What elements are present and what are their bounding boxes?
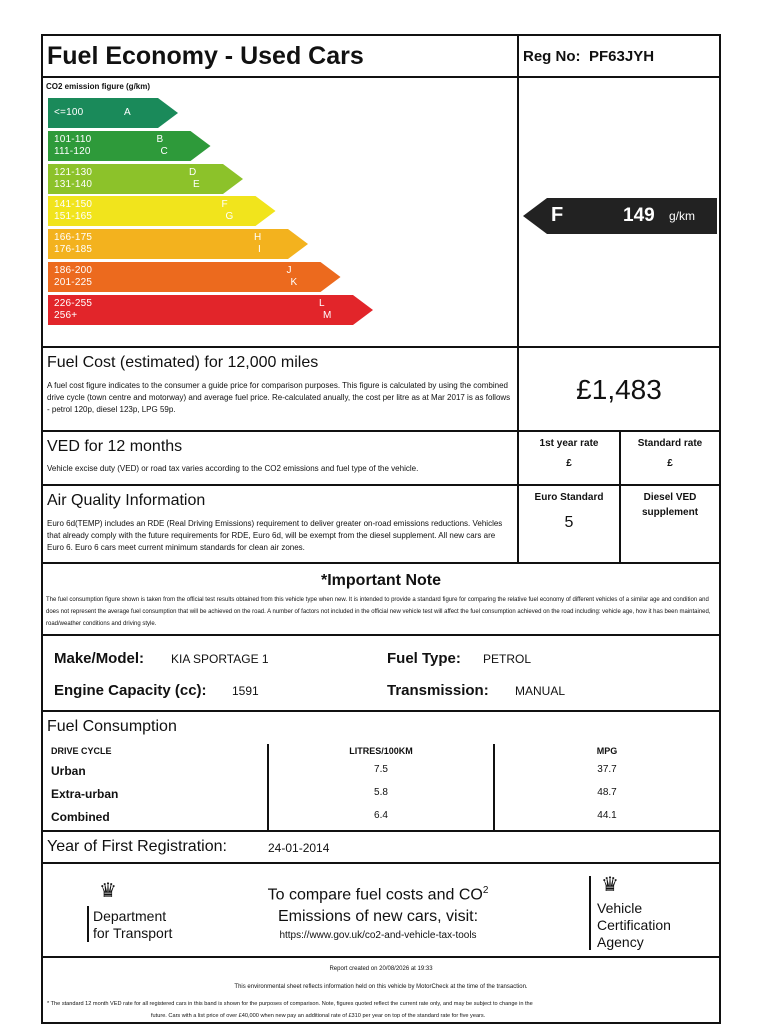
fuel-cost-heading: Fuel Cost (estimated) for 12,000 miles: [47, 354, 319, 371]
important-note-box: [41, 562, 721, 636]
diesel-supplement-box: [619, 484, 721, 564]
euro-standard-label: Euro Standard: [534, 492, 604, 503]
co2-band-range: 176-185: [54, 244, 93, 256]
ved-first-year-value: £: [566, 458, 572, 469]
co2-band-letter: C: [160, 145, 168, 157]
co2-band-letter: B: [156, 133, 164, 145]
co2-band: [48, 262, 341, 292]
co2-band-range: 226-255: [54, 297, 93, 309]
royal-crest-icon: ♛: [601, 874, 619, 896]
mpg-cell: 48.7: [597, 787, 617, 798]
co2-band-letter: G: [225, 211, 234, 223]
ved-box: [41, 430, 519, 486]
co2-band-letter: A: [124, 107, 131, 118]
co2-rating-arrow: [523, 198, 717, 234]
co2-chart-box: [41, 76, 519, 348]
compare-box: [41, 862, 721, 958]
air-quality-heading: Air Quality Information: [47, 492, 206, 509]
co2-band: [48, 98, 178, 128]
important-note-text: The fuel consumption figure shown is taken from the official test results obtained from this vehicle type when new. It is intended to provide a standard figure for comparing the relative fuel economy of different vehicles of a similar age and condition and does not represent the average fuel consumption that will be achieved on the road. A number of factors not included in the official new vehicle test will affect the fuel consumption achieved on the road including: vehicle age, how it has been maintained, road/weather conditions and driving style.: [46, 597, 711, 627]
fuel-cost-value-box: [517, 346, 721, 432]
page-title: Fuel Economy - Used Cars: [47, 42, 364, 70]
co2-band-letter: E: [193, 178, 200, 190]
air-quality-text: Euro 6d(TEMP) includes an RDE (Real Driving Emissions) requirement to deliver greater on-road emissions reductions. Vehicles that already comply with the future requirements for RDE, Euro 6d, will be exempt from the diesel supplement. All new cars are Euro 6. Euro 6 cars meet current minimum standards for clean air zones.: [47, 519, 503, 552]
co2-band-range: 141-150: [54, 199, 93, 211]
fuel-cost-value: £1,483: [576, 374, 662, 405]
important-note-heading: *Important Note: [321, 572, 441, 589]
col-litres: LITRES/100KM: [349, 746, 413, 756]
footer-note-2: future. Cars with a list price of over £40,000 when new pay an additional rate of £310 per year on top of the standard rate for five years.: [151, 1013, 486, 1019]
co2-band: [48, 131, 211, 161]
footer-box: [41, 956, 721, 1024]
fuel-type-value: PETROL: [483, 652, 532, 666]
vehicle-details-box: [41, 634, 721, 712]
ved-first-year-box: [517, 430, 621, 486]
fuel-consumption-box: [41, 710, 721, 832]
vca-logo-divider: [589, 876, 591, 950]
reg-box: [517, 34, 721, 78]
dft-line-1: Department: [93, 908, 167, 924]
co2-band-letter: I: [258, 244, 261, 256]
col-drive-cycle: DRIVE CYCLE: [51, 746, 112, 756]
co2-rating-box: [517, 76, 721, 348]
co2-band-range: 166-175: [54, 232, 93, 244]
make-label: Make/Model:: [54, 650, 145, 667]
drive-cycle-cell: Combined: [51, 810, 110, 824]
dft-line-2: for Transport: [93, 925, 173, 941]
ved-standard-value: £: [667, 458, 673, 469]
ved-text: Vehicle excise duty (VED) or road tax varies according to the CO2 emissions and fuel type of the vehicle.: [47, 464, 419, 473]
euro-standard-value: 5: [564, 514, 574, 531]
co2-band-range: 151-165: [54, 211, 93, 223]
vca-line-1: Vehicle: [597, 900, 643, 916]
royal-crest-icon: ♛: [99, 880, 117, 902]
co2-band-letter: L: [319, 297, 325, 309]
litres-cell: 6.4: [374, 810, 388, 821]
drive-cycle-cell: Urban: [51, 764, 86, 778]
mpg-cell: 44.1: [597, 810, 617, 821]
co2-band-letter: D: [189, 166, 197, 178]
co2-band-letter: F: [221, 199, 228, 211]
co2-band-range: 131-140: [54, 178, 93, 190]
registration-value: 24-01-2014: [268, 841, 330, 855]
fuel-economy-label: [41, 34, 721, 1024]
ved-standard-box: [619, 430, 721, 486]
co2-band: [48, 196, 276, 226]
co2-band-range: 256+: [54, 309, 78, 321]
fuel-type-label: Fuel Type:: [387, 650, 461, 667]
co2-band: [48, 295, 373, 325]
col-mpg: MPG: [596, 746, 618, 756]
co2-band-range: 101-110: [54, 133, 92, 145]
vca-line-3: Agency: [597, 934, 644, 950]
co2-band-range: 121-130: [54, 166, 93, 178]
co2-band-letter: K: [290, 277, 298, 288]
co2-band-letter: J: [286, 265, 292, 276]
vca-logo: [587, 874, 707, 954]
co2-axis-label: CO2 emission figure (g/km): [46, 82, 151, 91]
reg-label: Reg No:: [523, 48, 581, 65]
report-created: Report created on 20/08/2026 at 19:33: [329, 966, 433, 972]
registration-label: Year of First Registration:: [47, 838, 227, 855]
dft-logo-divider: [87, 906, 89, 942]
drive-cycle-cell: Extra-urban: [51, 787, 119, 801]
compare-line-1: To compare fuel costs and CO: [267, 886, 483, 904]
dft-logo: [83, 880, 183, 944]
co2-band-range: <=100: [54, 107, 84, 118]
co2-band-letter: H: [254, 232, 262, 244]
reg-value: PF63JYH: [589, 48, 655, 65]
mpg-cell: 37.7: [597, 764, 617, 775]
title-box: [41, 34, 519, 78]
co2-band-range: 111-120: [54, 145, 91, 157]
ved-first-year-label: 1st year rate: [539, 438, 599, 449]
compare-line-2: Emissions of new cars, visit:: [277, 908, 479, 926]
litres-cell: 5.8: [374, 787, 388, 798]
transmission-label: Transmission:: [387, 682, 489, 699]
co2-rating-unit: g/km: [669, 209, 696, 223]
co2-band-range: 186-200: [54, 265, 93, 276]
co2-band: [48, 229, 308, 259]
fuel-cost-text: A fuel cost figure indicates to the consumer a guide price for comparison purposes. This figure is calculated by using the combined drive cycle (town centre and motorway) and average fuel price. Re-calculated anually, the cost per litre as at Mar 2017 is as follows - petrol 120p, diesel 123p, LPG 59p.: [47, 381, 511, 414]
co2-rating-value: 149: [623, 205, 655, 226]
make-value: KIA SPORTAGE 1: [171, 652, 269, 666]
ved-standard-label: Standard rate: [637, 438, 703, 449]
litres-cell: 7.5: [374, 764, 388, 775]
fuel-consumption-heading: Fuel Consumption: [47, 718, 177, 735]
co2-band-letter: M: [323, 309, 332, 321]
compare-text: [213, 880, 543, 944]
co2-band-range: 201-225: [54, 277, 93, 288]
transmission-value: MANUAL: [515, 684, 566, 698]
euro-standard-box: [517, 484, 621, 564]
compare-url[interactable]: https://www.gov.uk/co2-and-vehicle-tax-tools: [279, 930, 477, 942]
air-quality-box: [41, 484, 519, 564]
co2-rating-letter: F: [551, 204, 564, 226]
fuel-cost-box: [41, 346, 519, 432]
compare-line-1-sup: 2: [482, 885, 489, 896]
registration-box: [41, 830, 721, 864]
engine-capacity-label: Engine Capacity (cc):: [54, 682, 207, 699]
ved-heading: VED for 12 months: [47, 438, 183, 455]
co2-band: [48, 164, 243, 194]
footer-note-1: * The standard 12 month VED rate for all registered cars in this band is shown for the purposes of comparison. Note, figures quoted reflect the current rate only, and may be subject to change in the: [47, 1001, 533, 1007]
engine-capacity-value: 1591: [232, 684, 259, 698]
diesel-supplement-label: Diesel VED supplement: [641, 492, 699, 518]
report-info: This environmental sheet reflects information held on this vehicle by MotorCheck at the time of the transaction.: [234, 984, 528, 990]
vca-line-2: Certification: [597, 917, 671, 933]
